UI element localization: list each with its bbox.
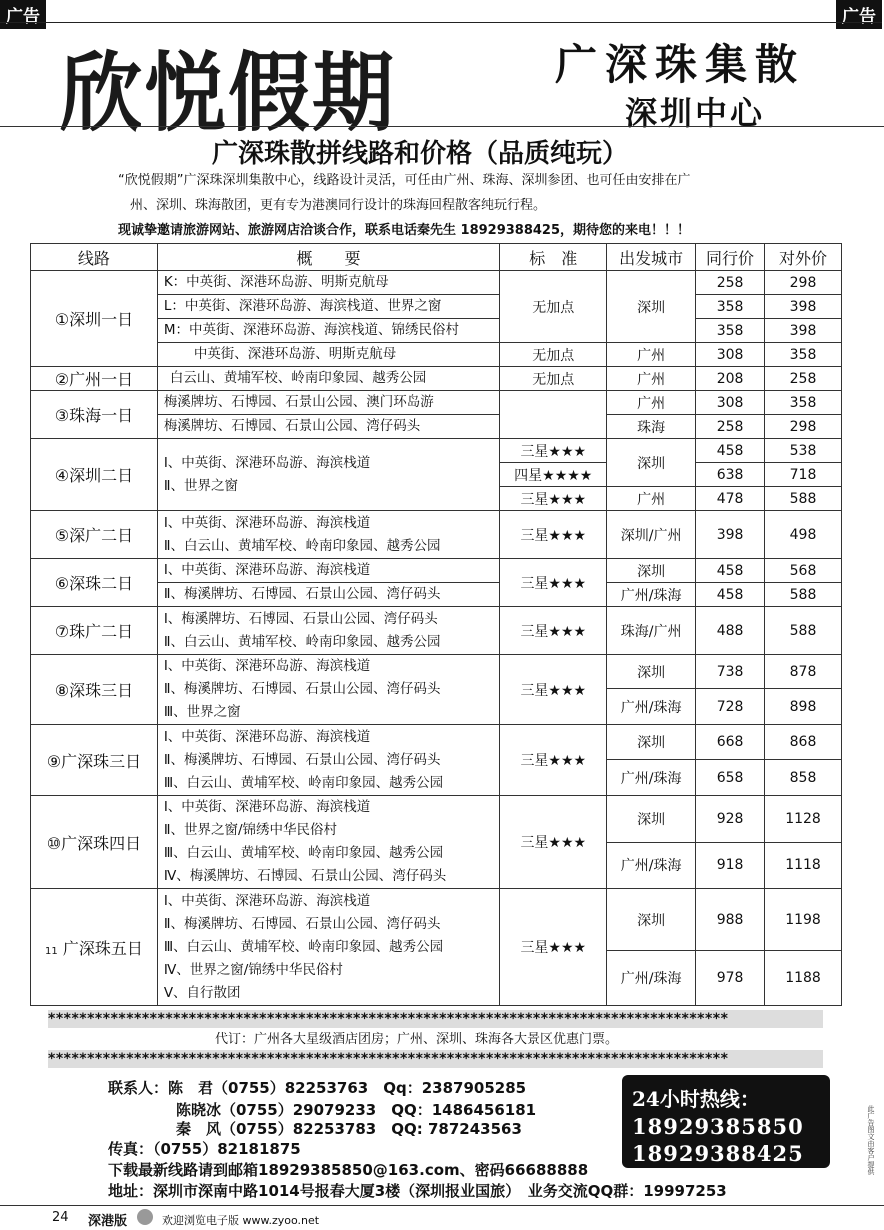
header-summary: 概 要 (157, 244, 500, 271)
route-name: ④深圳二日 (31, 439, 158, 511)
departure-city: 广州/珠海 (607, 951, 696, 1006)
table-row (31, 511, 842, 559)
departure-city: 广州/珠海 (607, 842, 696, 889)
summary-line: Ⅱ、梅溪牌坊、石博园、石景山公园、湾仔码头 (163, 915, 441, 932)
retail-price: 1198 (765, 889, 842, 951)
trade-price: 658 (696, 760, 765, 796)
trade-price: 478 (696, 487, 765, 511)
retail-price: 398 (765, 319, 842, 343)
trade-price: 488 (696, 607, 765, 655)
footer-divider (0, 1205, 884, 1206)
retail-price: 298 (765, 415, 842, 439)
intro-line-1: “欣悦假期”广深珠深圳集散中心，线路设计灵活，可任由广州、珠海、深圳参团、也可任由安排在广 (118, 173, 691, 188)
intro-line-2: 州、深圳、珠海散团，更有专为港澳同行设计的珠海回程散客纯玩行程。 (130, 198, 547, 213)
retail-price: 358 (765, 391, 842, 415)
page-title: 广深珠散拼线路和价格（品质纯玩） (212, 139, 629, 169)
route-name: ③珠海一日 (31, 391, 158, 439)
departure-city: 深圳 (607, 889, 696, 951)
departure-city: 深圳 (607, 796, 696, 843)
departure-city: 深圳 (607, 655, 696, 689)
summary-line: Ⅰ、中英街、深港环岛游、海滨栈道 (163, 658, 371, 674)
summary-line: Ⅱ、梅溪牌坊、石博园、石景山公园、湾仔码头 (163, 751, 441, 768)
address-line: 地址：深圳市深南中路1014号报春大厦3楼（深圳报业国旅） 业务交流QQ群：19997253 (108, 1182, 727, 1200)
retail-price: 1118 (765, 842, 842, 889)
hotline-number-2: 18929388425 (632, 1141, 804, 1166)
summary-line: Ⅲ、白云山、黄埔军校、岭南印象园、越秀公园 (163, 938, 444, 955)
trade-price: 458 (696, 559, 765, 583)
standard: 三星★★★ (500, 725, 607, 796)
header-title: 广深珠集散 (555, 40, 806, 89)
trade-price: 308 (696, 343, 765, 367)
summary-block (157, 439, 500, 511)
trade-price: 738 (696, 655, 765, 689)
standard: 三星★★★ (500, 607, 607, 655)
header-divider (0, 126, 884, 127)
standard: 四星★★★★ (500, 463, 607, 487)
retail-price: 878 (765, 655, 842, 689)
retail-price: 398 (765, 295, 842, 319)
trade-price: 728 (696, 689, 765, 725)
ad-label-right: 广告 (836, 0, 882, 29)
table-row (31, 271, 842, 295)
trade-price: 458 (696, 583, 765, 607)
departure-city: 深圳 (607, 271, 696, 343)
retail-price: 588 (765, 487, 842, 511)
trade-price: 978 (696, 951, 765, 1006)
table-row (31, 655, 842, 689)
departure-city: 深圳/广州 (607, 511, 696, 559)
standard: 无加点 (500, 343, 607, 367)
route-price-table (30, 243, 842, 1006)
summary-block (157, 607, 500, 655)
summary-line: Ⅰ、中英街、深港环岛游、海滨栈道 (157, 559, 500, 583)
divider-stars-top: *************************************************************************************** (48, 1010, 823, 1028)
table-row (31, 796, 842, 843)
departure-city: 珠海 (607, 415, 696, 439)
contact-line-3: 秦 风（0755）82253783 QQ: 787243563 (176, 1120, 522, 1138)
route-name: ①深圳一日 (31, 271, 158, 367)
standard: 无加点 (500, 367, 607, 391)
trade-price: 258 (696, 415, 765, 439)
trade-price: 208 (696, 367, 765, 391)
retail-price: 588 (765, 607, 842, 655)
trade-price: 398 (696, 511, 765, 559)
hotline-number-1: 18929385850 (632, 1114, 804, 1139)
trade-price: 258 (696, 271, 765, 295)
departure-city: 广州/珠海 (607, 760, 696, 796)
header-route: 线路 (31, 244, 158, 271)
table-row (31, 367, 842, 391)
summary-block (157, 889, 500, 1006)
summary-line: Ⅲ、白云山、黄埔军校、岭南印象园、越秀公园 (163, 774, 444, 791)
table-row (31, 889, 842, 951)
contact-line-1: 联系人：陈 君（0755）82253763 Qq：2387905285 (108, 1079, 527, 1097)
header-retail-price: 对外价 (765, 244, 842, 271)
retail-price: 868 (765, 725, 842, 760)
intro-line-3: 现诚挚邀请旅游网站、旅游网店洽谈合作，联系电话秦先生 18929388425，期待您的来电！！！ (118, 223, 691, 238)
trade-price: 668 (696, 725, 765, 760)
retail-price: 858 (765, 760, 842, 796)
summary-line: Ⅳ、世界之窗/锦绣中华民俗村 (163, 961, 343, 978)
retail-price: 898 (765, 689, 842, 725)
website-note: 欢迎浏览电子版 www.zyoo.net (162, 1214, 320, 1227)
route-name: ⑦珠广二日 (31, 607, 158, 655)
standard: 三星★★★ (500, 889, 607, 1006)
departure-city: 广州 (607, 487, 696, 511)
summary-block (157, 796, 500, 889)
table-row (31, 607, 842, 655)
departure-city: 深圳 (607, 559, 696, 583)
trade-price: 638 (696, 463, 765, 487)
trade-price: 918 (696, 842, 765, 889)
retail-price: 718 (765, 463, 842, 487)
route-name: ⑩广深珠四日 (31, 796, 158, 889)
ad-label-left: 广告 (0, 0, 46, 29)
summary-line: Ⅲ、世界之窗 (163, 704, 241, 720)
summary-line: Ⅰ、中英街、深港环岛游、海滨栈道 (163, 728, 371, 745)
route-name: ⑥深珠二日 (31, 559, 158, 607)
page-number: 24 (52, 1210, 69, 1225)
retail-price: 358 (765, 343, 842, 367)
departure-city: 深圳 (607, 725, 696, 760)
summary-line: Ⅱ、梅溪牌坊、石博园、石景山公园、湾仔码头 (157, 583, 500, 607)
departure-city: 广州 (607, 367, 696, 391)
departure-city: 深圳 (607, 439, 696, 487)
standard: 三星★★★ (500, 511, 607, 559)
fax-line: 传真：（0755）82181875 (108, 1140, 301, 1158)
summary-line: Ⅱ、白云山、黄埔军校、岭南印象园、越秀公园 (163, 537, 441, 554)
summary-line: Ⅰ、中英街、深港环岛游、海滨栈道 (163, 454, 371, 471)
booking-notice: 代订：广州各大星级酒店团房；广州、深圳、珠海各大景区优惠门票。 (215, 1032, 619, 1047)
trade-price: 988 (696, 889, 765, 951)
header-standard: 标 准 (500, 244, 607, 271)
hotline-label: 24小时热线： (632, 1087, 760, 1111)
standard: 三星★★★ (500, 559, 607, 607)
summary-line: L：中英街、深港环岛游、海滨栈道、世界之窗 (157, 295, 500, 319)
standard (500, 391, 607, 439)
retail-price: 568 (765, 559, 842, 583)
table-row (31, 391, 842, 415)
summary-line: Ⅱ、白云山、黄埔军校、岭南印象园、越秀公园 (163, 633, 441, 650)
departure-city: 广州 (607, 391, 696, 415)
brand-logo: 欣悦假期 (60, 43, 397, 144)
retail-price: 1188 (765, 951, 842, 1006)
header-subtitle: 深圳中心 (625, 94, 766, 132)
route-name: ⑧深珠三日 (31, 655, 158, 725)
retail-price: 258 (765, 367, 842, 391)
route-name: ⑨广深珠三日 (31, 725, 158, 796)
route-name (31, 889, 158, 1006)
table-row (31, 439, 842, 463)
summary-line: Ⅲ、白云山、黄埔军校、岭南印象园、越秀公园 (163, 845, 444, 861)
trade-price: 928 (696, 796, 765, 843)
standard: 无加点 (500, 271, 607, 343)
standard: 三星★★★ (500, 439, 607, 463)
summary-line: Ⅰ、梅溪牌坊、石博园、石景山公园、湾仔码头 (163, 610, 438, 627)
divider-stars-bottom: *************************************************************************************** (48, 1050, 823, 1068)
summary-line: Ⅱ、梅溪牌坊、石博园、石景山公园、湾仔码头 (163, 681, 441, 697)
side-note: 此广告图文由客户提供 (867, 1105, 875, 1175)
route-number: 11 (44, 945, 58, 957)
header-trade-price: 同行价 (696, 244, 765, 271)
standard: 三星★★★ (500, 655, 607, 725)
download-line: 下载最新线路请到邮箱18929385850@163.com、密码66688888 (108, 1161, 589, 1179)
summary-line: K：中英街、深港环岛游、明斯克航母 (157, 271, 500, 295)
trade-price: 358 (696, 295, 765, 319)
summary-line: 梅溪牌坊、石博园、石景山公园、湾仔码头 (157, 415, 500, 439)
summary-line: Ⅱ、世界之窗 (163, 477, 238, 494)
summary-block (157, 725, 500, 796)
summary-line: 中英街、深港环岛游、明斯克航母 (157, 343, 500, 367)
departure-city: 广州 (607, 343, 696, 367)
route-name: ②广州一日 (31, 367, 158, 391)
retail-price: 498 (765, 511, 842, 559)
departure-city: 广州/珠海 (607, 689, 696, 725)
trade-price: 308 (696, 391, 765, 415)
summary-line: V、自行散团 (163, 984, 241, 1001)
header-city: 出发城市 (607, 244, 696, 271)
summary-line: Ⅰ、中英街、深港环岛游、海滨栈道 (163, 892, 371, 909)
retail-price: 538 (765, 439, 842, 463)
summary-line: Ⅱ、世界之窗/锦绣中华民俗村 (163, 822, 338, 838)
summary-line: 白云山、黄埔军校、岭南印象园、越秀公园 (157, 367, 500, 391)
edition-logo-icon (137, 1209, 153, 1225)
standard: 三星★★★ (500, 487, 607, 511)
summary-line: Ⅳ、梅溪牌坊、石博园、石景山公园、湾仔码头 (163, 868, 447, 884)
edition-label: 深港版 (88, 1214, 128, 1229)
retail-price: 588 (765, 583, 842, 607)
summary-line: 梅溪牌坊、石博园、石景山公园、澳门环岛游 (157, 391, 500, 415)
route-title: 广深珠五日 (62, 938, 143, 958)
summary-line: Ⅰ、中英街、深港环岛游、海滨栈道 (163, 799, 371, 815)
standard: 三星★★★ (500, 796, 607, 889)
summary-block (157, 655, 500, 725)
retail-price: 298 (765, 271, 842, 295)
table-row (31, 725, 842, 760)
contact-line-2: 陈晓冰（0755）29079233 QQ：1486456181 (176, 1101, 537, 1119)
departure-city: 珠海/广州 (607, 607, 696, 655)
summary-line: M：中英街、深港环岛游、海滨栈道、锦绣民俗村 (157, 319, 500, 343)
trade-price: 358 (696, 319, 765, 343)
retail-price: 1128 (765, 796, 842, 843)
departure-city: 广州/珠海 (607, 583, 696, 607)
summary-block (157, 511, 500, 559)
route-name: ⑤深广二日 (31, 511, 158, 559)
trade-price: 458 (696, 439, 765, 463)
hotline-box (622, 1075, 830, 1168)
table-row (31, 559, 842, 583)
summary-line: Ⅰ、中英街、深港环岛游、海滨栈道 (163, 514, 371, 531)
